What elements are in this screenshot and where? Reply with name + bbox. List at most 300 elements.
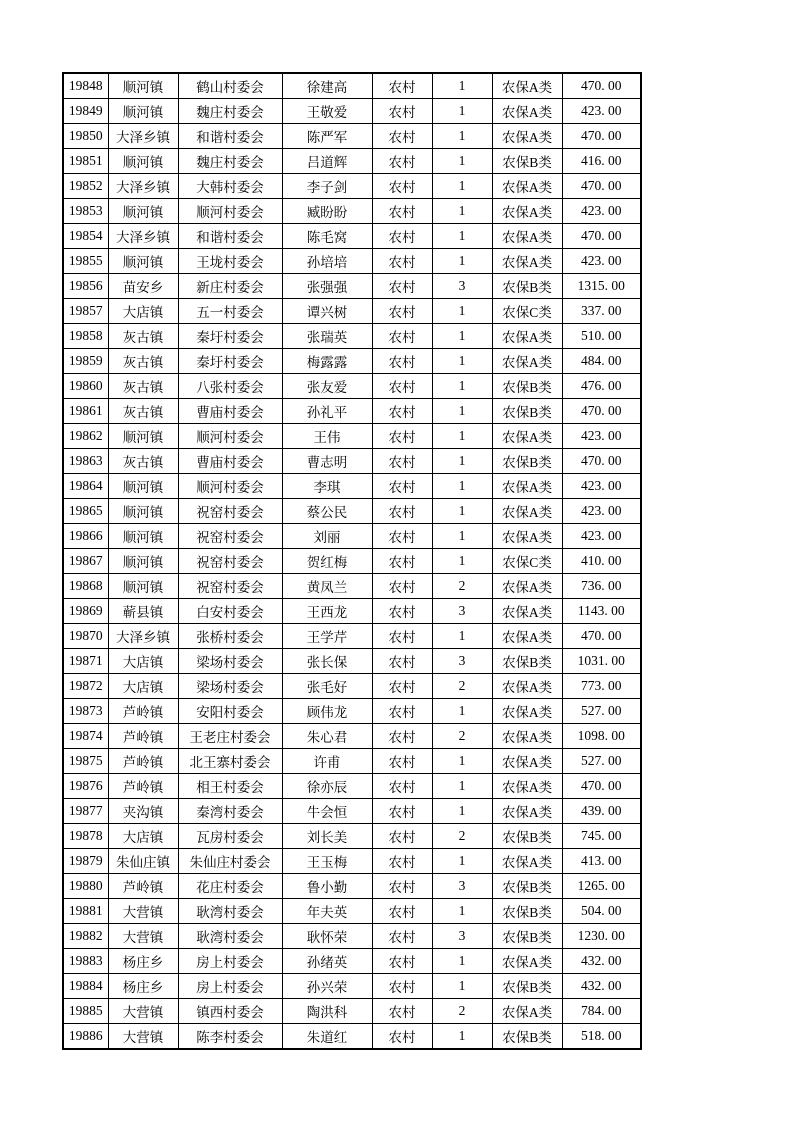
- cell-category: 农村: [372, 449, 432, 474]
- cell-village-committee: 耿湾村委会: [178, 899, 282, 924]
- cell-amount: 423. 00: [562, 499, 641, 524]
- cell-town: 灰古镇: [108, 374, 178, 399]
- cell-village-committee: 瓦房村委会: [178, 824, 282, 849]
- table-row: [63, 474, 641, 499]
- cell-record-id: 19882: [63, 924, 108, 949]
- cell-category: 农村: [372, 399, 432, 424]
- cell-record-id: 19874: [63, 724, 108, 749]
- cell-person-name: 陈严军: [282, 124, 372, 149]
- cell-category: 农村: [372, 974, 432, 999]
- cell-insurance-type: 农保B类: [492, 149, 562, 174]
- cell-village-committee: 白安村委会: [178, 599, 282, 624]
- table-row: [63, 574, 641, 599]
- table-row: [63, 399, 641, 424]
- cell-town: 苗安乡: [108, 274, 178, 299]
- table-row: [63, 799, 641, 824]
- cell-person-count: 1: [432, 699, 492, 724]
- cell-category: 农村: [372, 73, 432, 99]
- cell-person-name: 贺红梅: [282, 549, 372, 574]
- cell-record-id: 19854: [63, 224, 108, 249]
- cell-category: 农村: [372, 824, 432, 849]
- cell-person-count: 1: [432, 124, 492, 149]
- cell-category: 农村: [372, 274, 432, 299]
- cell-amount: 470. 00: [562, 174, 641, 199]
- cell-category: 农村: [372, 674, 432, 699]
- table-row: [63, 724, 641, 749]
- cell-town: 大泽乡镇: [108, 124, 178, 149]
- cell-category: 农村: [372, 224, 432, 249]
- cell-category: 农村: [372, 124, 432, 149]
- cell-village-committee: 安阳村委会: [178, 699, 282, 724]
- table-row: [63, 699, 641, 724]
- cell-record-id: 19863: [63, 449, 108, 474]
- table-row: [63, 549, 641, 574]
- cell-town: 大营镇: [108, 899, 178, 924]
- cell-person-name: 王西龙: [282, 599, 372, 624]
- cell-village-committee: 祝窑村委会: [178, 549, 282, 574]
- cell-insurance-type: 农保A类: [492, 749, 562, 774]
- cell-amount: 470. 00: [562, 399, 641, 424]
- cell-person-name: 曹志明: [282, 449, 372, 474]
- cell-amount: 423. 00: [562, 524, 641, 549]
- cell-person-count: 1: [432, 799, 492, 824]
- cell-amount: 1315. 00: [562, 274, 641, 299]
- cell-person-count: 1: [432, 374, 492, 399]
- cell-town: 夹沟镇: [108, 799, 178, 824]
- cell-person-count: 1: [432, 749, 492, 774]
- cell-person-name: 孙培培: [282, 249, 372, 274]
- table-row: [63, 674, 641, 699]
- table-row: [63, 424, 641, 449]
- cell-person-count: 1: [432, 424, 492, 449]
- cell-village-committee: 陈李村委会: [178, 1024, 282, 1050]
- cell-category: 农村: [372, 574, 432, 599]
- table-row: [63, 249, 641, 274]
- cell-village-committee: 祝窑村委会: [178, 499, 282, 524]
- cell-record-id: 19880: [63, 874, 108, 899]
- table-row: [63, 924, 641, 949]
- cell-amount: 784. 00: [562, 999, 641, 1024]
- cell-insurance-type: 农保A类: [492, 73, 562, 99]
- cell-person-name: 王敬爱: [282, 99, 372, 124]
- cell-village-committee: 秦圩村委会: [178, 324, 282, 349]
- cell-person-count: 1: [432, 1024, 492, 1050]
- cell-insurance-type: 农保A类: [492, 424, 562, 449]
- cell-insurance-type: 农保A类: [492, 574, 562, 599]
- cell-person-name: 朱心君: [282, 724, 372, 749]
- cell-village-committee: 房上村委会: [178, 974, 282, 999]
- cell-category: 农村: [372, 249, 432, 274]
- cell-insurance-type: 农保A类: [492, 699, 562, 724]
- cell-person-count: 3: [432, 874, 492, 899]
- cell-village-committee: 花庄村委会: [178, 874, 282, 899]
- cell-town: 顺河镇: [108, 199, 178, 224]
- cell-insurance-type: 农保A类: [492, 224, 562, 249]
- cell-record-id: 19878: [63, 824, 108, 849]
- cell-insurance-type: 农保B类: [492, 274, 562, 299]
- cell-village-committee: 曹庙村委会: [178, 449, 282, 474]
- cell-village-committee: 相王村委会: [178, 774, 282, 799]
- cell-person-count: 1: [432, 324, 492, 349]
- cell-person-count: 1: [432, 299, 492, 324]
- table-row: [63, 324, 641, 349]
- cell-person-name: 谭兴树: [282, 299, 372, 324]
- cell-record-id: 19870: [63, 624, 108, 649]
- cell-person-count: 2: [432, 724, 492, 749]
- cell-town: 顺河镇: [108, 99, 178, 124]
- cell-insurance-type: 农保A类: [492, 99, 562, 124]
- cell-person-name: 刘丽: [282, 524, 372, 549]
- table-row: [63, 949, 641, 974]
- cell-town: 朱仙庄镇: [108, 849, 178, 874]
- cell-person-name: 刘长美: [282, 824, 372, 849]
- cell-village-committee: 五一村委会: [178, 299, 282, 324]
- cell-village-committee: 八张村委会: [178, 374, 282, 399]
- cell-insurance-type: 农保A类: [492, 624, 562, 649]
- cell-record-id: 19869: [63, 599, 108, 624]
- table-row: [63, 499, 641, 524]
- cell-insurance-type: 农保A类: [492, 774, 562, 799]
- cell-insurance-type: 农保A类: [492, 349, 562, 374]
- cell-category: 农村: [372, 949, 432, 974]
- cell-village-committee: 和谐村委会: [178, 124, 282, 149]
- cell-person-name: 李琪: [282, 474, 372, 499]
- cell-record-id: 19868: [63, 574, 108, 599]
- table-row: [63, 824, 641, 849]
- cell-insurance-type: 农保B类: [492, 974, 562, 999]
- cell-village-committee: 祝窑村委会: [178, 524, 282, 549]
- cell-amount: 476. 00: [562, 374, 641, 399]
- cell-amount: 470. 00: [562, 624, 641, 649]
- cell-village-committee: 顺河村委会: [178, 474, 282, 499]
- cell-village-committee: 秦湾村委会: [178, 799, 282, 824]
- cell-category: 农村: [372, 374, 432, 399]
- cell-category: 农村: [372, 499, 432, 524]
- cell-record-id: 19866: [63, 524, 108, 549]
- cell-person-count: 1: [432, 249, 492, 274]
- cell-person-name: 张毛好: [282, 674, 372, 699]
- cell-town: 大泽乡镇: [108, 224, 178, 249]
- cell-amount: 484. 00: [562, 349, 641, 374]
- cell-person-count: 1: [432, 99, 492, 124]
- cell-record-id: 19877: [63, 799, 108, 824]
- cell-insurance-type: 农保A类: [492, 249, 562, 274]
- table-row: [63, 524, 641, 549]
- cell-category: 农村: [372, 1024, 432, 1050]
- cell-amount: 1230. 00: [562, 924, 641, 949]
- cell-village-committee: 祝窑村委会: [178, 574, 282, 599]
- cell-record-id: 19859: [63, 349, 108, 374]
- cell-person-count: 1: [432, 549, 492, 574]
- cell-village-committee: 魏庄村委会: [178, 149, 282, 174]
- cell-amount: 1143. 00: [562, 599, 641, 624]
- cell-insurance-type: 农保A类: [492, 524, 562, 549]
- cell-village-committee: 耿湾村委会: [178, 924, 282, 949]
- cell-person-name: 张瑞英: [282, 324, 372, 349]
- cell-person-name: 孙兴荣: [282, 974, 372, 999]
- cell-record-id: 19851: [63, 149, 108, 174]
- cell-town: 杨庄乡: [108, 949, 178, 974]
- cell-amount: 510. 00: [562, 324, 641, 349]
- cell-insurance-type: 农保A类: [492, 499, 562, 524]
- cell-village-committee: 秦圩村委会: [178, 349, 282, 374]
- cell-amount: 518. 00: [562, 1024, 641, 1050]
- cell-person-name: 蔡公民: [282, 499, 372, 524]
- cell-town: 大店镇: [108, 299, 178, 324]
- cell-person-name: 王伟: [282, 424, 372, 449]
- cell-insurance-type: 农保A类: [492, 324, 562, 349]
- cell-category: 农村: [372, 549, 432, 574]
- cell-village-committee: 朱仙庄村委会: [178, 849, 282, 874]
- cell-record-id: 19865: [63, 499, 108, 524]
- cell-record-id: 19850: [63, 124, 108, 149]
- cell-village-committee: 和谐村委会: [178, 224, 282, 249]
- cell-town: 蕲县镇: [108, 599, 178, 624]
- cell-amount: 423. 00: [562, 424, 641, 449]
- cell-insurance-type: 农保A类: [492, 999, 562, 1024]
- cell-town: 大店镇: [108, 649, 178, 674]
- cell-record-id: 19848: [63, 73, 108, 99]
- cell-person-count: 3: [432, 599, 492, 624]
- cell-town: 灰古镇: [108, 449, 178, 474]
- cell-person-count: 1: [432, 624, 492, 649]
- table-row: [63, 374, 641, 399]
- cell-category: 农村: [372, 174, 432, 199]
- cell-person-name: 牛会恒: [282, 799, 372, 824]
- table-row: [63, 749, 641, 774]
- cell-record-id: 19856: [63, 274, 108, 299]
- cell-record-id: 19858: [63, 324, 108, 349]
- cell-person-name: 耿怀荣: [282, 924, 372, 949]
- cell-category: 农村: [372, 149, 432, 174]
- cell-amount: 439. 00: [562, 799, 641, 824]
- cell-person-name: 陈毛窝: [282, 224, 372, 249]
- cell-amount: 1098. 00: [562, 724, 641, 749]
- cell-amount: 504. 00: [562, 899, 641, 924]
- cell-person-name: 朱道红: [282, 1024, 372, 1050]
- cell-record-id: 19873: [63, 699, 108, 724]
- cell-insurance-type: 农保C类: [492, 549, 562, 574]
- cell-amount: 432. 00: [562, 949, 641, 974]
- cell-insurance-type: 农保B类: [492, 449, 562, 474]
- cell-person-name: 吕道辉: [282, 149, 372, 174]
- cell-town: 芦岭镇: [108, 699, 178, 724]
- cell-town: 大营镇: [108, 999, 178, 1024]
- cell-category: 农村: [372, 624, 432, 649]
- cell-category: 农村: [372, 999, 432, 1024]
- insurance-payment-table: [62, 72, 642, 1050]
- cell-category: 农村: [372, 199, 432, 224]
- cell-town: 顺河镇: [108, 524, 178, 549]
- cell-village-committee: 鹤山村委会: [178, 73, 282, 99]
- cell-town: 大营镇: [108, 924, 178, 949]
- cell-category: 农村: [372, 799, 432, 824]
- table-row: [63, 99, 641, 124]
- table-row: [63, 649, 641, 674]
- cell-person-name: 梅露露: [282, 349, 372, 374]
- cell-town: 顺河镇: [108, 149, 178, 174]
- cell-insurance-type: 农保B类: [492, 649, 562, 674]
- table-row: [63, 849, 641, 874]
- cell-record-id: 19875: [63, 749, 108, 774]
- cell-insurance-type: 农保A类: [492, 174, 562, 199]
- cell-person-count: 1: [432, 349, 492, 374]
- cell-town: 芦岭镇: [108, 724, 178, 749]
- table-body: [63, 73, 641, 1049]
- table-row: [63, 774, 641, 799]
- cell-person-count: 1: [432, 774, 492, 799]
- cell-village-committee: 顺河村委会: [178, 424, 282, 449]
- cell-town: 大店镇: [108, 824, 178, 849]
- cell-record-id: 19852: [63, 174, 108, 199]
- cell-insurance-type: 农保A类: [492, 799, 562, 824]
- cell-insurance-type: 农保B类: [492, 874, 562, 899]
- cell-person-name: 张友爱: [282, 374, 372, 399]
- cell-person-count: 1: [432, 73, 492, 99]
- cell-category: 农村: [372, 349, 432, 374]
- cell-amount: 527. 00: [562, 699, 641, 724]
- cell-person-count: 2: [432, 824, 492, 849]
- cell-village-committee: 梁场村委会: [178, 649, 282, 674]
- cell-town: 灰古镇: [108, 324, 178, 349]
- table-row: [63, 599, 641, 624]
- cell-person-name: 李子剑: [282, 174, 372, 199]
- cell-amount: 736. 00: [562, 574, 641, 599]
- cell-person-count: 1: [432, 174, 492, 199]
- cell-person-count: 1: [432, 849, 492, 874]
- cell-record-id: 19872: [63, 674, 108, 699]
- cell-category: 农村: [372, 599, 432, 624]
- cell-person-name: 徐建高: [282, 73, 372, 99]
- cell-village-committee: 北王寨村委会: [178, 749, 282, 774]
- table-row: [63, 299, 641, 324]
- cell-person-name: 陶洪科: [282, 999, 372, 1024]
- cell-person-name: 孙绪英: [282, 949, 372, 974]
- cell-insurance-type: 农保B类: [492, 374, 562, 399]
- cell-record-id: 19885: [63, 999, 108, 1024]
- cell-person-name: 王学芹: [282, 624, 372, 649]
- cell-record-id: 19876: [63, 774, 108, 799]
- cell-town: 大泽乡镇: [108, 624, 178, 649]
- cell-person-count: 1: [432, 399, 492, 424]
- cell-insurance-type: 农保B类: [492, 924, 562, 949]
- cell-person-count: 1: [432, 449, 492, 474]
- cell-category: 农村: [372, 99, 432, 124]
- cell-record-id: 19883: [63, 949, 108, 974]
- cell-village-committee: 顺河村委会: [178, 199, 282, 224]
- table-row: [63, 149, 641, 174]
- cell-insurance-type: 农保A类: [492, 724, 562, 749]
- cell-category: 农村: [372, 299, 432, 324]
- cell-village-committee: 房上村委会: [178, 949, 282, 974]
- cell-person-name: 顾伟龙: [282, 699, 372, 724]
- cell-category: 农村: [372, 899, 432, 924]
- cell-record-id: 19886: [63, 1024, 108, 1050]
- cell-category: 农村: [372, 474, 432, 499]
- cell-record-id: 19853: [63, 199, 108, 224]
- cell-town: 顺河镇: [108, 424, 178, 449]
- table-row: [63, 449, 641, 474]
- cell-record-id: 19881: [63, 899, 108, 924]
- cell-person-name: 徐亦辰: [282, 774, 372, 799]
- cell-amount: 1031. 00: [562, 649, 641, 674]
- cell-record-id: 19855: [63, 249, 108, 274]
- cell-insurance-type: 农保A类: [492, 599, 562, 624]
- cell-person-count: 2: [432, 999, 492, 1024]
- cell-person-name: 张长保: [282, 649, 372, 674]
- cell-record-id: 19860: [63, 374, 108, 399]
- cell-amount: 527. 00: [562, 749, 641, 774]
- cell-record-id: 19857: [63, 299, 108, 324]
- cell-person-count: 3: [432, 274, 492, 299]
- cell-record-id: 19864: [63, 474, 108, 499]
- table-row: [63, 624, 641, 649]
- cell-amount: 410. 00: [562, 549, 641, 574]
- cell-record-id: 19862: [63, 424, 108, 449]
- cell-amount: 773. 00: [562, 674, 641, 699]
- cell-town: 大店镇: [108, 674, 178, 699]
- cell-category: 农村: [372, 699, 432, 724]
- cell-town: 顺河镇: [108, 574, 178, 599]
- table-row: [63, 174, 641, 199]
- cell-town: 大泽乡镇: [108, 174, 178, 199]
- cell-town: 顺河镇: [108, 474, 178, 499]
- cell-record-id: 19867: [63, 549, 108, 574]
- cell-amount: 337. 00: [562, 299, 641, 324]
- cell-amount: 423. 00: [562, 474, 641, 499]
- cell-town: 灰古镇: [108, 349, 178, 374]
- cell-village-committee: 梁场村委会: [178, 674, 282, 699]
- cell-person-name: 鲁小勤: [282, 874, 372, 899]
- cell-amount: 745. 00: [562, 824, 641, 849]
- cell-town: 顺河镇: [108, 549, 178, 574]
- cell-person-count: 1: [432, 524, 492, 549]
- cell-person-name: 年夫英: [282, 899, 372, 924]
- cell-amount: 470. 00: [562, 124, 641, 149]
- table-row: [63, 199, 641, 224]
- cell-insurance-type: 农保A类: [492, 199, 562, 224]
- cell-category: 农村: [372, 324, 432, 349]
- cell-record-id: 19879: [63, 849, 108, 874]
- cell-insurance-type: 农保A类: [492, 849, 562, 874]
- cell-amount: 423. 00: [562, 199, 641, 224]
- cell-village-committee: 王垅村委会: [178, 249, 282, 274]
- cell-person-count: 2: [432, 574, 492, 599]
- cell-category: 农村: [372, 849, 432, 874]
- cell-amount: 470. 00: [562, 449, 641, 474]
- table-row: [63, 874, 641, 899]
- cell-town: 芦岭镇: [108, 774, 178, 799]
- cell-amount: 1265. 00: [562, 874, 641, 899]
- cell-amount: 423. 00: [562, 249, 641, 274]
- cell-person-count: 1: [432, 974, 492, 999]
- cell-category: 农村: [372, 749, 432, 774]
- cell-town: 顺河镇: [108, 73, 178, 99]
- cell-amount: 432. 00: [562, 974, 641, 999]
- cell-category: 农村: [372, 424, 432, 449]
- cell-town: 大营镇: [108, 1024, 178, 1050]
- cell-person-count: 1: [432, 499, 492, 524]
- cell-person-count: 1: [432, 899, 492, 924]
- cell-person-name: 黄凤兰: [282, 574, 372, 599]
- cell-category: 农村: [372, 924, 432, 949]
- cell-amount: 416. 00: [562, 149, 641, 174]
- cell-village-committee: 张桥村委会: [178, 624, 282, 649]
- cell-insurance-type: 农保A类: [492, 474, 562, 499]
- cell-village-committee: 曹庙村委会: [178, 399, 282, 424]
- table-row: [63, 999, 641, 1024]
- cell-insurance-type: 农保A类: [492, 674, 562, 699]
